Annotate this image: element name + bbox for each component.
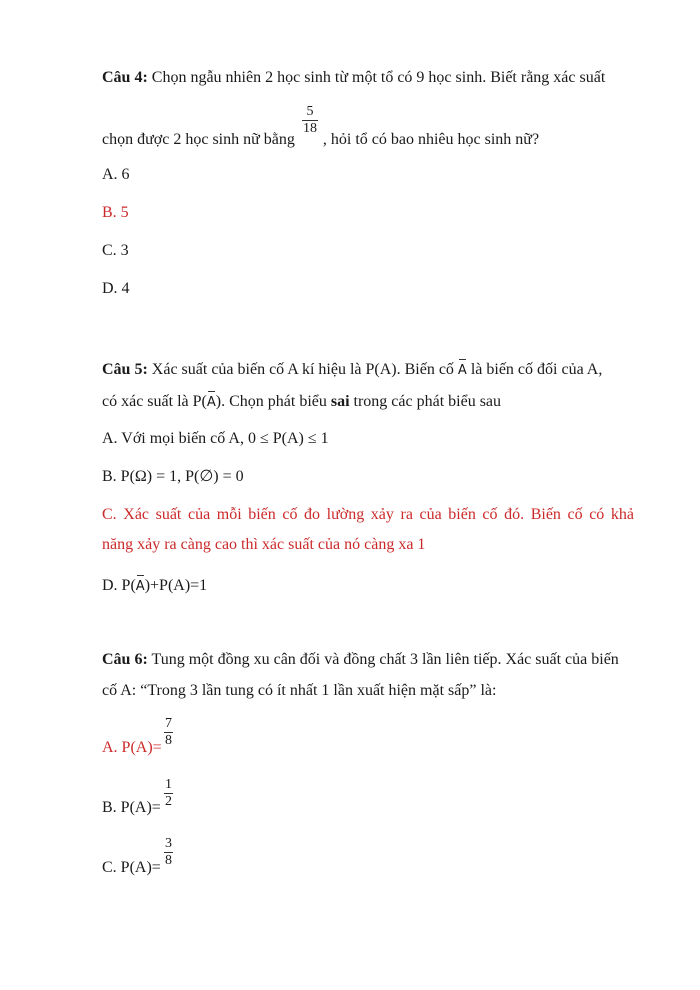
q6-option-b-fraction: $\frac{1}{2}$ — [165, 777, 172, 809]
q5-option-c-line1: C. Xác suất của mỗi biến cố đo lường xảy ra của biến cố đó. Biến cố có khả — [102, 506, 634, 523]
q6-option-c-fraction: $\frac{3}{8}$ — [165, 836, 172, 868]
q4-option-b: B. 5 — [102, 204, 129, 221]
q4-line2: chọn được 2 học sinh nữ bằng , hỏi tổ có bao nhiêu học sinh nữ? — [102, 131, 540, 148]
q5-line1: Câu 5: Xác suất của biến cố A kí hiệu là P(A). Biến cố A là biến cố đối của A, — [102, 358, 602, 381]
q4-option-c: C. 3 — [102, 242, 129, 259]
q4-option-a: A. 6 — [102, 166, 130, 183]
q5-option-a: A. Với mọi biến cố A, 0 ≤ P(A) ≤ 1 — [102, 430, 329, 447]
q6-option-b: B. P(A)= — [102, 799, 161, 816]
q5-option-b: B. P(Ω) = 1, P(∅) = 0 — [102, 468, 244, 485]
q6-option-a: A. P(A)= — [102, 739, 162, 756]
q4-fraction-denominator: 18 — [303, 121, 317, 136]
q5-a-bar: A — [458, 358, 467, 381]
q5-a-bar-3: A — [136, 574, 145, 597]
q5-option-c-line2: năng xảy ra càng cao thì xác suất của nó càng xa 1 — [102, 536, 426, 553]
q4-line1: Câu 4: Chọn ngẫu nhiên 2 học sinh từ một tổ có 9 học sinh. Biết rằng xác suất — [102, 69, 606, 86]
q5-bold-word: sai — [330, 393, 350, 410]
q4-option-d: D. 4 — [102, 280, 130, 297]
q6-line1: Câu 6: Tung một đồng xu cân đối và đồng chất 3 lần liên tiếp. Xác suất của biến — [102, 651, 619, 668]
q5-line2: có xác suất là P(A). Chọn phát biểu sai trong các phát biểu sau — [102, 390, 501, 413]
q6-line2: cố A: “Trong 3 lần tung có ít nhất 1 lần xuất hiện mặt sấp” là: — [102, 682, 497, 699]
q5-option-d: D. P(A)+P(A)=1 — [102, 574, 207, 597]
q6-label: Câu 6: — [102, 651, 148, 668]
q5-a-bar-2: A — [207, 390, 216, 413]
q6-option-a-fraction: $\frac{7}{8}$ — [165, 716, 172, 748]
q4-label: Câu 4: — [102, 69, 148, 86]
q4-fraction-numerator: 5 — [306, 104, 314, 119]
q6-option-c: C. P(A)= — [102, 859, 161, 876]
q5-label: Câu 5: — [102, 361, 148, 378]
